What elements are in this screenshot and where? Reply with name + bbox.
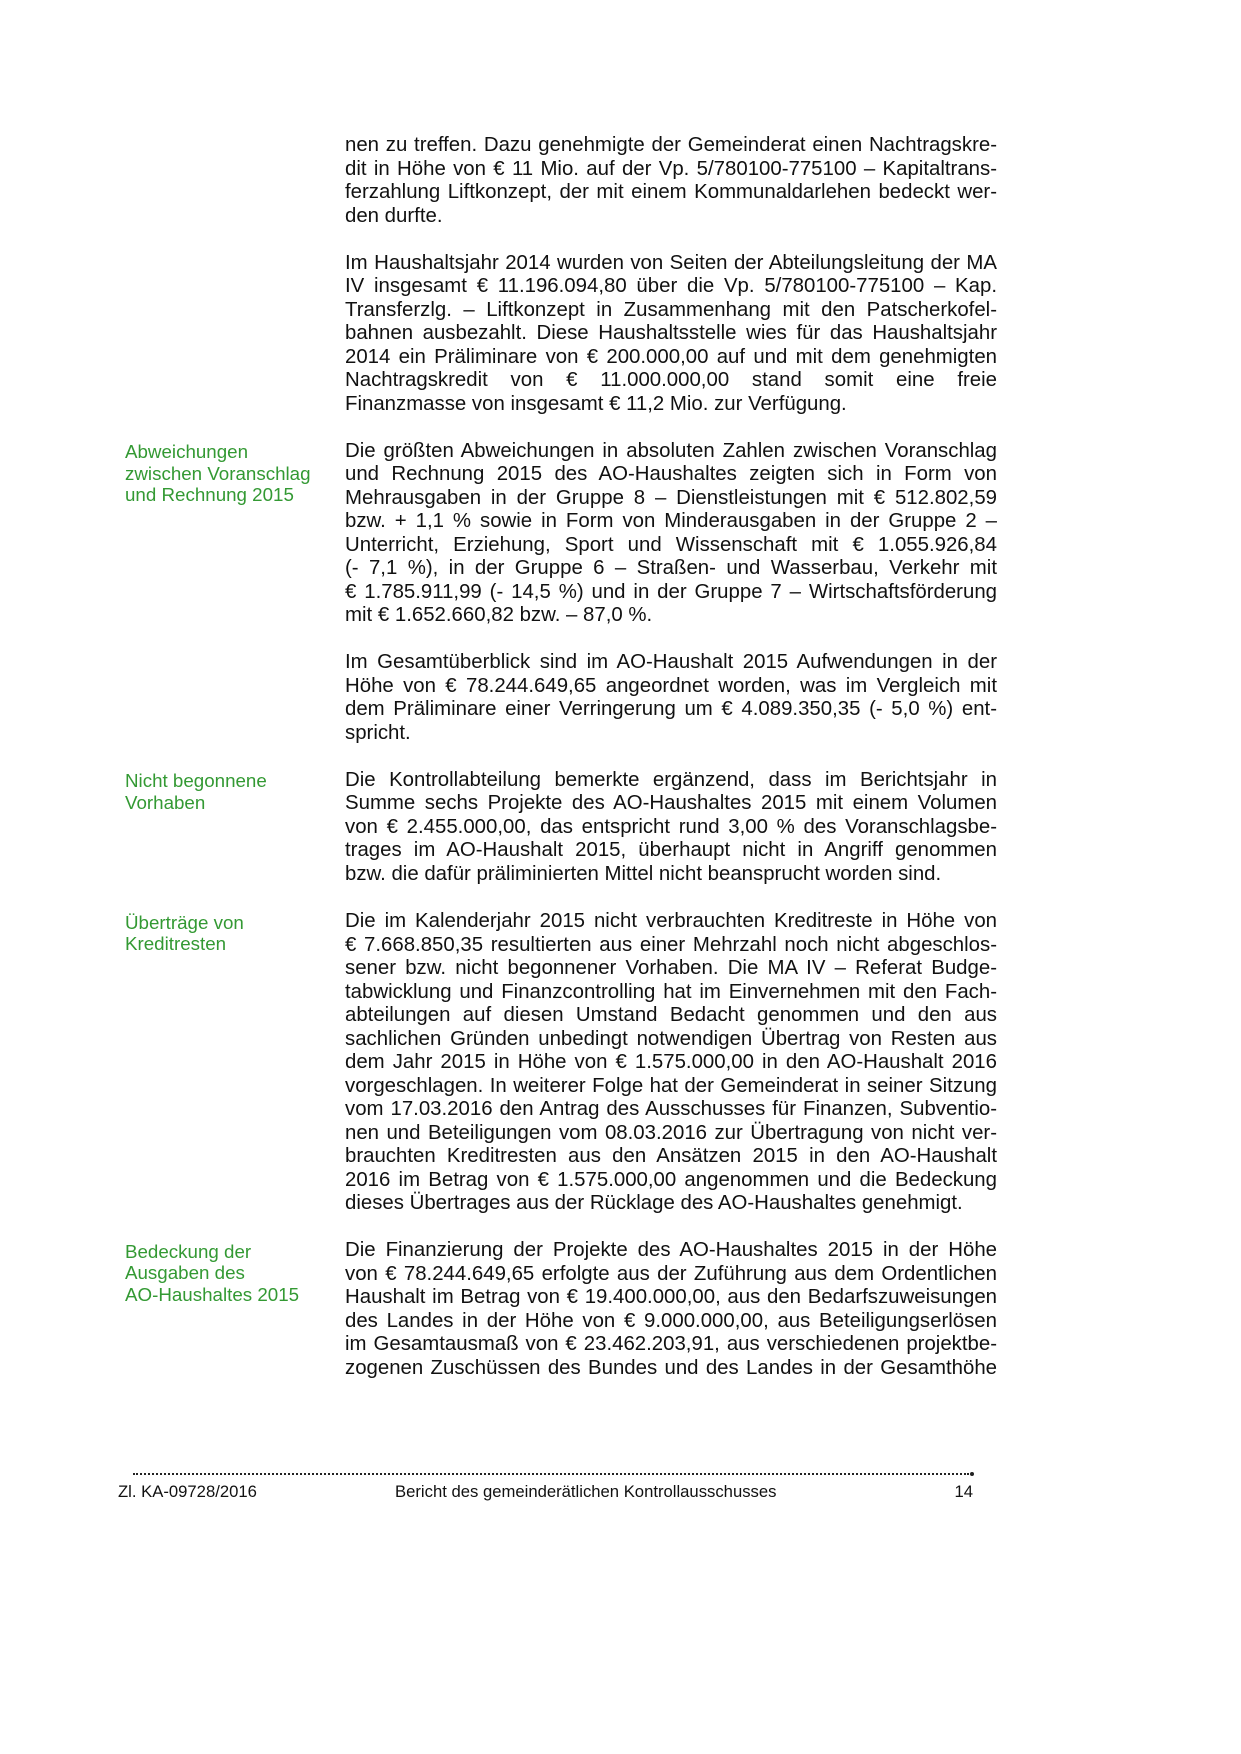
text-line: (- 7,1 %), in der Gruppe 6 – Straßen- und Wasserbau, Verkehr mit [345,557,997,580]
text-line: brauchten Kreditresten aus den Ansätzen 2015 in den AO-Haushalt [345,1145,997,1168]
text-line: und Rechnung 2015 des AO-Haushaltes zeigten sich in Form von [345,463,997,486]
margin-note-line: Kreditresten [125,933,227,955]
text-line: dieses Übertrages aus der Rücklage des AO-Haushaltes genehmigt. [345,1192,963,1215]
text-line: Die Kontrollabteilung bemerkte ergänzend, dass im Berichtsjahr in [345,768,997,791]
report-body [0,134,1241,1404]
margin-note-line: Vorhaben [125,791,206,813]
text-line: vorgeschlagen. In weiterer Folge hat der Gemeinderat in seiner Sitzung [345,1074,997,1097]
text-line: spricht. [345,721,411,744]
text-line: Transferzlg. – Liftkonzept in Zusammenhang mit den Patscherkofel- [345,298,997,321]
text-line: dem Präliminare einer Verringerung um € 4.089.350,35 (- 5,0 %) ent- [345,698,997,721]
text-line: IV insgesamt € 11.196.094,80 über die Vp. 5/780100-775100 – Kap. [345,275,997,298]
footer-reference: Zl. KA-09728/2016 [118,1482,257,1501]
text-line: mit € 1.652.660,82 bzw. – 87,0 %. [345,604,653,627]
text-line: bahnen ausbezahlt. Diese Haushaltsstelle wies für das Haushaltsjahr [345,322,997,345]
text-line: Höhe von € 78.244.649,65 angeordnet worden, was im Vergleich mit [345,674,997,697]
margin-note-line: Ausgaben des [125,1262,245,1284]
text-line: zogenen Zuschüssen des Bundes und des Landes in der Gesamthöhe [345,1356,997,1379]
margin-note [125,441,340,506]
paragraph [0,1239,1241,1380]
paragraph [0,910,1241,1216]
text-line: € 1.785.911,99 (- 14,5 %) und in der Gruppe 7 – Wirtschaftsförderung [345,580,997,603]
text-line: von € 2.455.000,00, das entspricht rund 3,00 % des Voranschlagsbe- [345,815,997,838]
text-line: Die Finanzierung der Projekte des AO-Haushaltes 2015 in der Höhe [345,1239,997,1262]
text-line: dem Jahr 2015 in Höhe von € 1.575.000,00 in den AO-Haushalt 2016 [345,1051,997,1074]
margin-note-line: AO-Haushaltes 2015 [125,1283,300,1305]
margin-note [125,1241,340,1306]
margin-note [125,912,340,955]
text-line: tabwicklung und Finanzcontrolling hat im Einvernehmen mit den Fach- [345,980,997,1003]
text-line: Im Gesamtüberblick sind im AO-Haushalt 2015 Aufwendungen in der [345,651,997,674]
paragraph [0,440,1241,628]
paragraph-text [345,1239,997,1380]
text-line: Nachtragskredit von € 11.000.000,00 stand somit eine freie [345,369,997,392]
margin-note-line: Bedeckung der [125,1240,252,1262]
text-line: bzw. + 1,1 % sowie in Form von Minderausgaben in der Gruppe 2 – [345,510,997,533]
paragraph-text [345,252,997,417]
footer-rule-end-dot [970,1472,974,1476]
paragraph-text [345,651,997,745]
margin-note-line: und Rechnung 2015 [125,484,294,506]
paragraph-text [345,440,997,628]
text-line: € 7.668.850,35 resultierten aus einer Mehrzahl noch nicht abgeschlos- [345,933,997,956]
text-line: im Gesamtausmaß von € 23.462.203,91, aus verschiedenen projektbe- [345,1333,997,1356]
paragraph-text [345,910,997,1216]
text-line: sachlichen Gründen unbedingt notwendigen Übertrag von Resten aus [345,1027,997,1050]
text-line: Summe sechs Projekte des AO-Haushaltes 2015 mit einem Volumen [345,792,997,815]
text-line: abteilungen auf diesen Umstand Bedacht genommen und den aus [345,1004,997,1027]
margin-note-line: Überträge von [125,911,244,933]
paragraph [0,252,1241,417]
text-line: Die größten Abweichungen in absoluten Zahlen zwischen Voranschlag [345,439,997,462]
text-line: bzw. die dafür präliminierten Mittel nicht beansprucht worden sind. [345,862,942,885]
margin-note [125,770,340,813]
footer-title: Bericht des gemeinderätlichen Kontrollausschusses [395,1482,777,1501]
text-line: nen und Beteiligungen vom 08.03.2016 zur Übertragung von nicht ver- [345,1121,997,1144]
paragraph-text [345,134,997,228]
text-line: den durfte. [345,204,443,227]
text-line: 2014 ein Präliminare von € 200.000,00 auf und mit dem genehmigten [345,345,997,368]
text-line: Im Haushaltsjahr 2014 wurden von Seiten der Abteilungsleitung der MA [345,251,997,274]
text-line: Mehrausgaben in der Gruppe 8 – Dienstleistungen mit € 512.802,59 [345,486,997,509]
text-line: Haushalt im Betrag von € 19.400.000,00, aus den Bedarfszuweisungen [345,1286,997,1309]
page-number: 14 [954,1482,973,1501]
text-line: vom 17.03.2016 den Antrag des Ausschusses für Finanzen, Subventio- [345,1098,997,1121]
text-line: Die im Kalenderjahr 2015 nicht verbrauchten Kreditreste in Höhe von [345,910,997,933]
paragraph [0,134,1241,228]
margin-note-line: zwischen Voranschlag [125,462,311,484]
text-line: Unterricht, Erziehung, Sport und Wissenschaft mit € 1.055.926,84 [345,533,997,556]
text-line: von € 78.244.649,65 erfolgte aus der Zuführung aus dem Ordentlichen [345,1262,997,1285]
text-line: sener bzw. nicht begonnener Vorhaben. Die MA IV – Referat Budge- [345,957,997,980]
paragraph [0,769,1241,887]
text-line: dit in Höhe von € 11 Mio. auf der Vp. 5/780100-775100 – Kapitaltrans- [345,157,997,180]
text-line: nen zu treffen. Dazu genehmigte der Gemeinderat einen Nachtragskre- [345,134,997,156]
footer-dotted-rule [133,1473,969,1475]
paragraph-text [345,769,997,887]
text-line: des Landes in der Höhe von € 9.000.000,00, aus Beteiligungserlösen [345,1309,997,1332]
text-line: 2016 im Betrag von € 1.575.000,00 angenommen und die Bedeckung [345,1168,997,1191]
text-line: trages im AO-Haushalt 2015, überhaupt nicht in Angriff genommen [345,839,997,862]
text-line: Finanzmasse von insgesamt € 11,2 Mio. zur Verfügung. [345,392,847,415]
paragraph [0,651,1241,745]
margin-note-line: Nicht begonnene [125,770,267,792]
text-line: ferzahlung Liftkonzept, der mit einem Kommunaldarlehen bedeckt wer- [345,181,997,204]
margin-note-line: Abweichungen [125,441,249,463]
